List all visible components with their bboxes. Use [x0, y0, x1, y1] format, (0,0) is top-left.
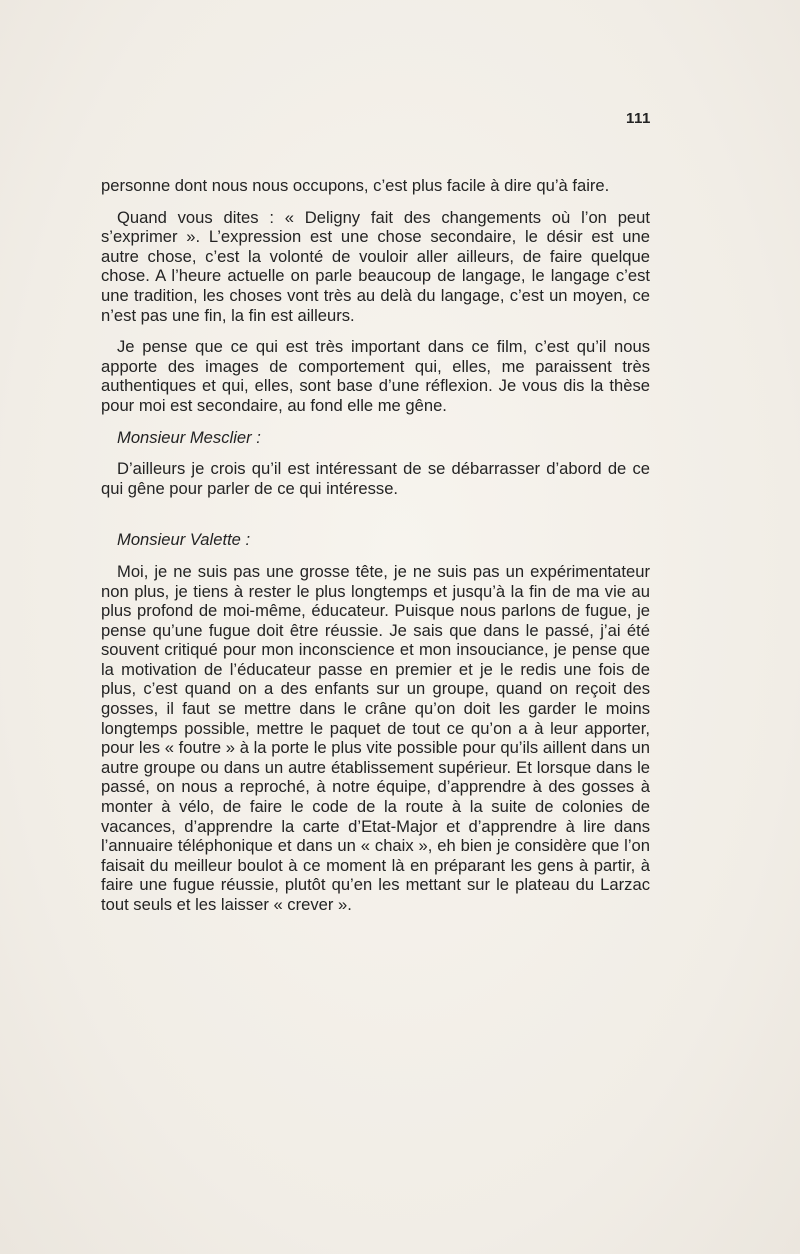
paragraph: personne dont nous nous occupons, c’est plus facile à dire qu’à faire.	[101, 176, 610, 195]
speaker-heading-mesclier: Monsieur Mesclier :	[117, 427, 261, 447]
page-number: 111	[626, 110, 651, 127]
paragraph: Quand vous dites : « Deligny fait des changements où l’on peut s’exprimer ». L’expression est une chose secondaire, le désir est une autre chose, c’est la volonté de vouloir aller ailleurs, de faire quelque chose. A l’heure actuelle on parle beaucoup de langage, le langage c’est une tradition, les choses vont très au delà du langage, c’est un moyen, ce n’est pas une fin, la fin est ailleurs.	[101, 207, 650, 325]
body-text	[101, 176, 650, 927]
speaker-heading-valette: Monsieur Valette :	[117, 530, 251, 550]
speaker-paragraph-mesclier: D’ailleurs je crois qu’il est intéressant de se débarrasser d’abord de ce qui gêne pour parler de ce qui intéresse.	[101, 459, 650, 498]
speaker-paragraph-valette: Moi, je ne suis pas une grosse tête, je ne suis pas un expérimentateur non plus, je tiens à rester le plus longtemps et jusqu’à la fin de ma vie au plus profond de moi-même, éducateur. Puisque nous parlons de fugue, je pense qu’une fugue doit être réussie. Je sais que dans le passé, j’ai été souvent critiqué pour mon inconscience et mon insouciance, je pense que la motivation de l’éducateur passe en premier et je le redis une fois de plus, c’est quand on a des enfants sur un groupe, quand on reçoit des gosses, il faut se mettre dans le crâne qu’on doit les garder le moins longtemps possible, mettre le paquet de tout ce qu’on a à leur apporter, pour les « foutre » à la porte le plus vite possible pour qu’ils aillent dans un autre groupe ou dans un autre établissement supérieur. Et lorsque dans le passé, on nous a reproché, à notre équipe, d’apprendre à des gosses à monter à vélo, de faire le code de la route à la suite de colonies de vacances, d’apprendre la carte d’Etat-Major et d’apprendre à lire dans l’annuaire téléphonique et dans un « chaix », eh bien je considère que l’on faisait du meilleur boulot à ce moment là en préparant les gens à partir, à faire une fugue réussie, plutôt qu’en les mettant sur le plateau du Larzac tout seuls et les laisser « crever ».	[101, 561, 650, 914]
paragraph: Je pense que ce qui est très important dans ce film, c’est qu’il nous apporte des images de comportement qui, elles, me paraissent très authentiques et qui, elles, sont base d’une réflexion. Je vous dis la thèse pour moi est secondaire, au fond elle me gêne.	[101, 337, 650, 415]
